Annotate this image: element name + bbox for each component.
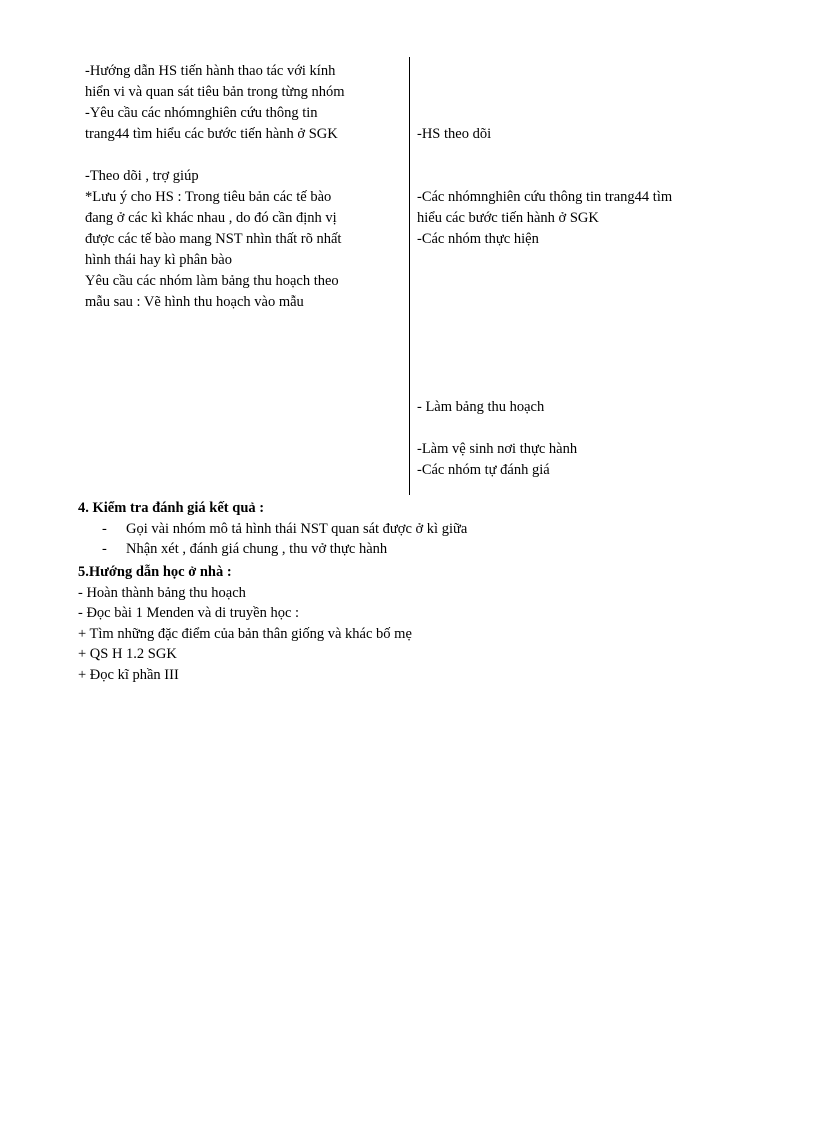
blank-line [417, 103, 737, 124]
blank-line [417, 145, 737, 166]
student-line: -HS theo dõi [417, 126, 492, 142]
teacher-line: được các tế bào mang NST nhìn thất rõ nhất [85, 231, 342, 247]
teacher-line: *Lưu ý cho HS : Trong tiêu bản các tế bào [85, 189, 332, 205]
list-item [78, 519, 738, 540]
homework-line: + Đọc kĩ phần III [78, 666, 179, 683]
blank-line [417, 271, 737, 292]
teacher-line: mẫu sau : Vẽ hình thu hoạch vào mẫu [85, 294, 304, 310]
blank-line [417, 313, 737, 334]
activity-table [78, 57, 738, 495]
student-line: -Các nhóm thực hiện [417, 231, 539, 247]
list-item-text: Nhận xét , đánh giá chung , thu vở thực hành [126, 541, 388, 557]
teacher-line: -Yêu cầu các nhómnghiên cứu thông tin [85, 105, 318, 121]
section-4-title: 4. Kiểm tra đánh giá kết quả : [78, 500, 265, 516]
blank-line [85, 145, 405, 166]
student-line: -Các nhómnghiên cứu thông tin trang44 tìm [417, 189, 673, 205]
homework-line: - Hoàn thành bảng thu hoạch [78, 584, 246, 601]
teacher-line: hiển vi và quan sát tiêu bản trong từng nhóm [85, 84, 345, 100]
teacher-activity-column [85, 61, 405, 313]
teacher-line: -Theo dõi , trợ giúp [85, 168, 199, 184]
student-line: -Các nhóm tự đánh giá [417, 462, 550, 478]
teacher-line: Yêu cầu các nhóm làm bảng thu hoạch theo [85, 273, 339, 289]
blank-line [417, 334, 737, 355]
homework-line: - Đọc bài 1 Menden và di truyền học : [78, 605, 300, 621]
teacher-line: đang ở các kì khác nhau , do đó cần định vị [85, 210, 337, 226]
bullet-dash: - [102, 541, 107, 557]
list-item-text: Gọi vài nhóm mô tả hình thái NST quan sát được ở kì giữa [126, 520, 468, 537]
blank-line [417, 355, 737, 376]
blank-line [417, 166, 737, 187]
column-divider [409, 57, 410, 495]
section-4 [78, 498, 738, 560]
teacher-line: trang44 tìm hiểu các bước tiến hành ở SGK [85, 126, 338, 142]
blank-line [417, 82, 737, 103]
section-5 [78, 562, 738, 685]
student-line: hiểu các bước tiến hành ở SGK [417, 210, 599, 226]
blank-line [417, 292, 737, 313]
student-line: - Làm bảng thu hoạch [417, 399, 545, 415]
blank-line [417, 418, 737, 439]
homework-line: + Tìm những đặc điểm của bản thân giống và khác bố mẹ [78, 625, 412, 642]
list-item [78, 539, 738, 560]
homework-line: + QS H 1.2 SGK [78, 646, 177, 662]
blank-line [417, 250, 737, 271]
teacher-line: -Hướng dẫn HS tiến hành thao tác với kính [85, 63, 336, 79]
student-line: -Làm vệ sinh nơi thực hành [417, 441, 578, 457]
blank-line [417, 376, 737, 397]
section-5-title: 5.Hướng dẫn học ở nhà : [78, 564, 232, 580]
bullet-dash: - [102, 520, 107, 537]
student-activity-column [417, 61, 737, 481]
teacher-line: hình thái hay kì phân bào [85, 252, 232, 268]
blank-line [417, 61, 737, 82]
